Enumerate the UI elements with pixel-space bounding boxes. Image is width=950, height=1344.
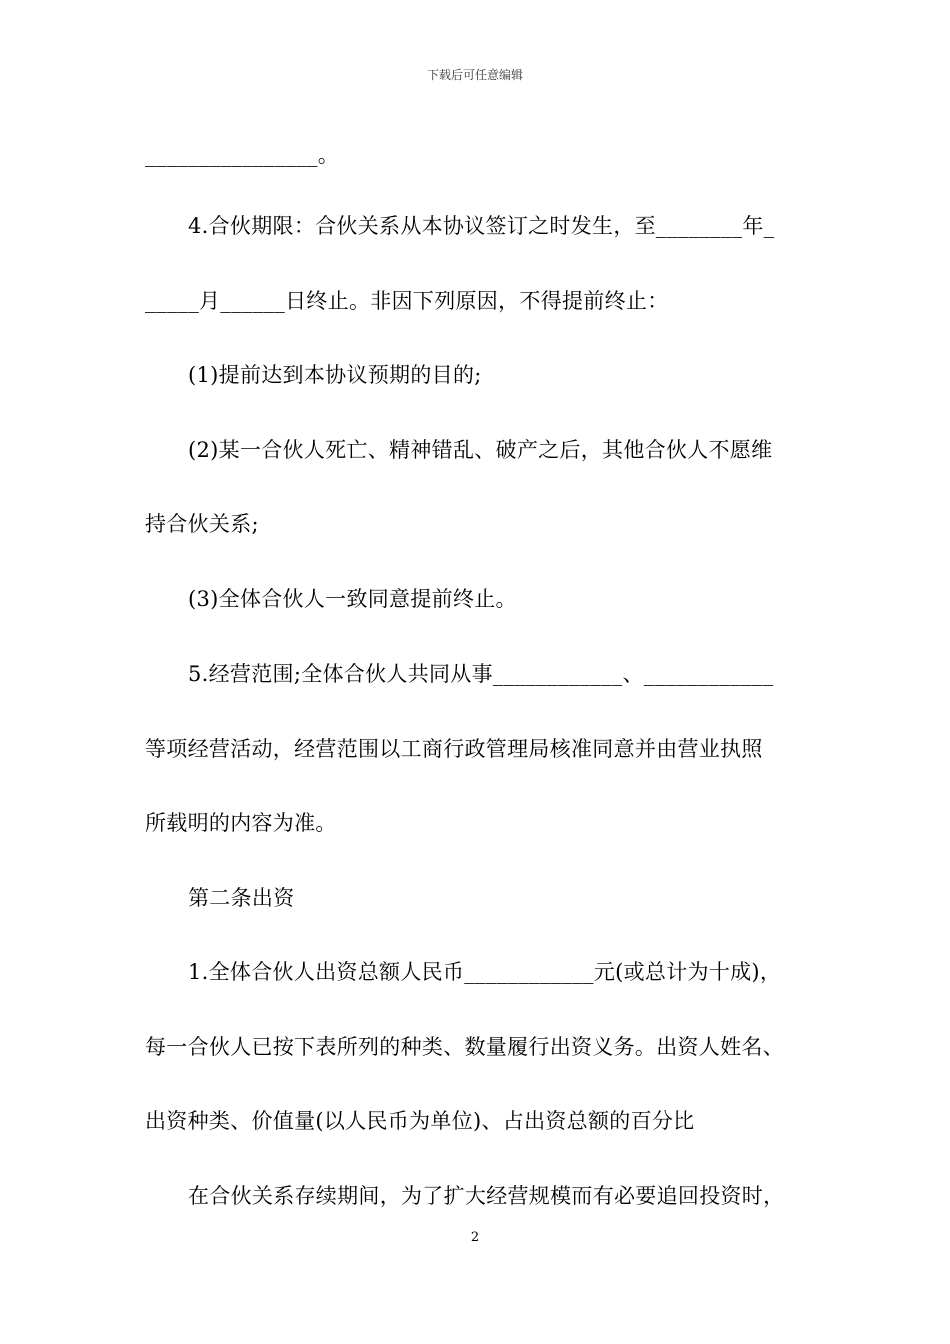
text-line-term-continued: _____月______日终止。非因下列原因，不得提前终止： (145, 289, 669, 313)
text-line-contribution-fields: 出资种类、价值量(以人民币为单位)、占出资总额的百分比 (145, 1109, 695, 1133)
text-line-condition-2-continued: 持合伙关系; (145, 512, 259, 536)
text-line-contribution-total: 1.全体合伙人出资总额人民币____________元(或总计为十成)， (188, 960, 782, 984)
text-line-condition-3: (3)全体合伙人一致同意提前终止。 (188, 587, 517, 611)
text-line-scope-continued: 等项经营活动，经营范围以工商行政管理局核准同意并由营业执照 (145, 737, 763, 761)
text-line-scope-clause: 5.经营范围;全体合伙人共同从事____________、____________ (188, 662, 774, 686)
text-line-condition-1: (1)提前达到本协议预期的目的; (188, 363, 482, 387)
text-line-contribution-continued: 每一合伙人已按下表所列的种类、数量履行出资义务。出资人姓名、 (145, 1035, 784, 1059)
section-heading-contribution: 第二条出资 (188, 886, 295, 910)
page-header: 下载后可任意编辑 (426, 68, 523, 82)
text-line-scope-end: 所载明的内容为准。 (145, 811, 337, 835)
text-line-condition-2: (2)某一合伙人死亡、精神错乱、破产之后，其他合伙人不愿维 (188, 438, 773, 462)
text-line-blank-end: ________________。 (145, 143, 340, 167)
page-number: 2 (470, 1230, 480, 1245)
text-line-investment-recall: 在合伙关系存续期间，为了扩大经营规模而有必要追回投资时， (188, 1184, 785, 1208)
text-line-term-clause: 4.合伙期限：合伙关系从本协议签订之时发生，至________年_ (188, 214, 775, 238)
